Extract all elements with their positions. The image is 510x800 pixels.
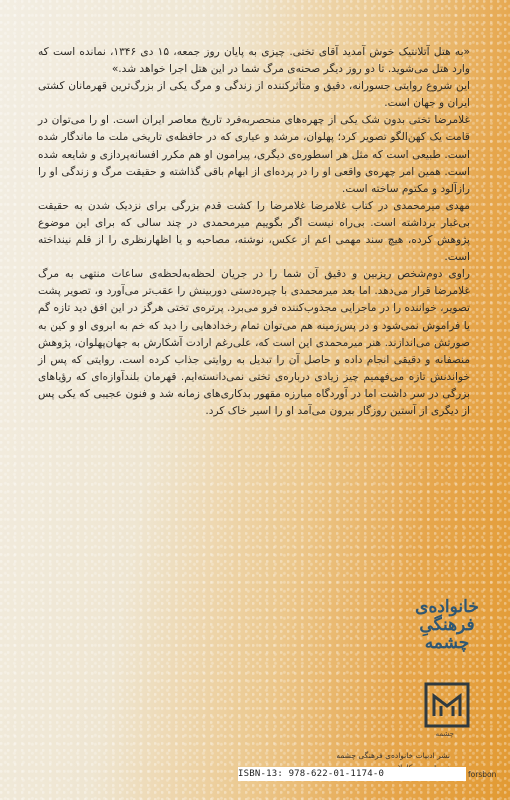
- blurb-text: [38, 44, 470, 420]
- blurb-paragraph: «به هتل آتلانتیک خوش آمدید آقای تختی. چیزی به پایان روز جمعه، ۱۵ دی ۱۳۴۶، نمانده است که وارد هتل می‌شوید. تا دو روز دیگر صحنه‌ی مرگ شما در این هتل اجرا خواهد شد.»: [38, 46, 471, 76]
- brand-line: چشمه: [424, 633, 470, 653]
- blurb-paragraph: این شروع روایتی جسورانه، دقیق و متأثرکننده از زندگی و مرگ یکی از بزرگ‌ترین قهرمانان کشتی ایران و جهان است.: [38, 80, 470, 110]
- isbn-side-label: forsbon: [468, 770, 497, 779]
- publisher-caption: چشمه: [435, 730, 454, 738]
- isbn-number: ISBN-13: 978-622-01-1174-0: [238, 769, 385, 779]
- blurb-paragraph: راوی دوم‌شخص ریزبین و دقیق آن شما را در جریان لحظه‌به‌لحظه‌ی ساعات منتهی به مرگ غلامرضا قرار می‌دهد. اما بعد میرمحمدی با چیره‌دستی دوربینش را عقب‌تر می‌آورد و، تصویر پشت تصویر، خواننده را در ماجرایی مجذوب‌کننده فرو می‌برد. پرتره‌ی تختی هرگز در این افق دید تازه گم یا فراموش نمی‌شود و در پس‌زمینه هم می‌توان تمام رخدادهایی را دید که خم به ابروی او و کین به صورتش می‌اندازند. هنر میرمحمدی این است که، علی‌رغم ارادت آشکارش به جهان‌پهلوان، پژوهش منصفانه و دقیقی انجام داده و حاصل آن را تبدیل به روایتی جذاب کرده است. روایتی که پس از خواندنش تازه می‌فهمیم چیز زیادی درباره‌ی تختی نمی‌دانسته‌ایم. قهرمان بلندآوازه‌ای که رؤیاهای بزرگی در سر داشت اما در آوردگاه مبارزه مقهور بدکاری‌های زمانه شد و فنون عجیبی که یکی پس از دیگری از آستین روزگار بیرون می‌آمد او را اسیر خاک کرد.: [38, 268, 470, 417]
- brand-wordmark: [412, 598, 482, 652]
- publisher-logo-icon: [424, 682, 470, 728]
- blurb-paragraph: مهدی میرمحمدی در کتاب غلامرضا غلامرضا را کشت قدم بزرگی برای نزدیک شدن به حقیقت بی‌غبار برداشته است. بی‌راه نیست اگر بگوییم میرمحمدی در چند سالی که برای این موضوع پژوهش کرده، هیچ سند مهمی اعم از عکس، نوشته، مصاحبه و یا اظهارنظری را از قلم نینداخته است.: [38, 199, 470, 264]
- brand-line: فرهنگیِ: [419, 615, 475, 635]
- info-line: نشر ادبیات خانواده‌ی فرهنگی چشمه: [336, 751, 450, 760]
- brand-line: خانواده‌ی: [415, 597, 479, 617]
- blurb-paragraph: غلامرضا تختی بدون شک یکی از چهره‌های منحصربه‌فرد تاریخ معاصر ایران است. او را می‌توان در قامت یک کهن‌الگو تصویر کرد؛ پهلوان، مرشد و عیاری که در حافظه‌ی تاریخی ملت ما ماندگار شده است. طبیعی است که مثل هر اسطوره‌ی دیگری، پیرامون او هم مکرر افسانه‌پردازی و شایعه شده است. همین امر چهره‌ی واقعی او را در پرده‌ای از ابهام باقی گذاشته و حقیقت مرگ و زندگی او را رازآلود و مکتوم ساخته است.: [38, 114, 470, 195]
